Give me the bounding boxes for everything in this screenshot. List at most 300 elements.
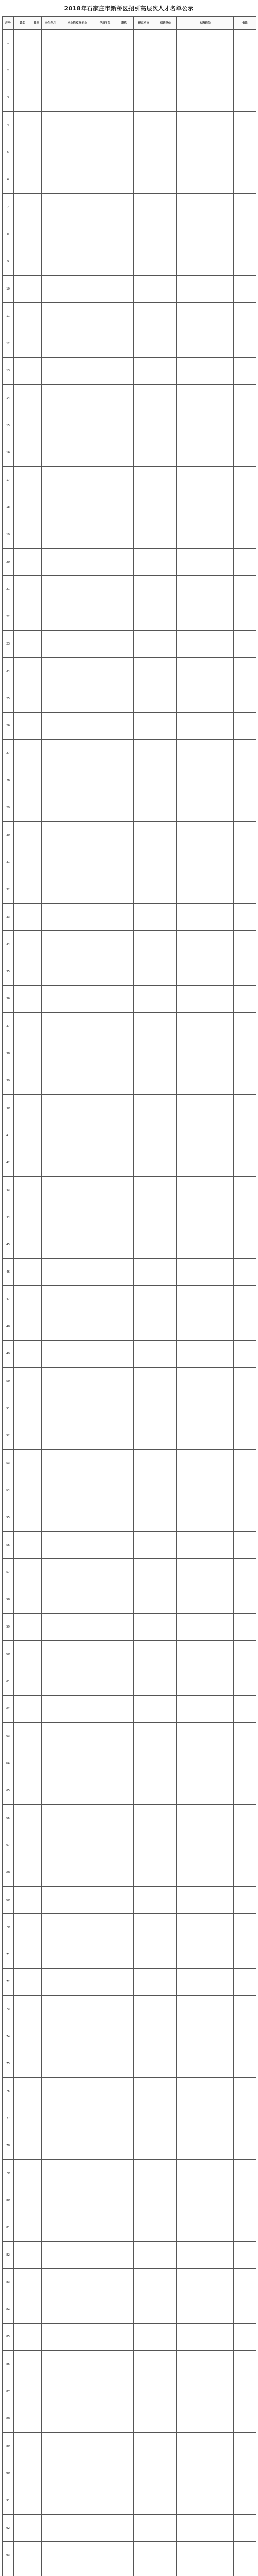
table-cell — [59, 1395, 95, 1422]
table-cell — [95, 1177, 115, 1204]
table-cell — [134, 2542, 154, 2569]
table-cell — [134, 248, 154, 276]
table-cell — [154, 1067, 177, 1095]
table-cell — [177, 2105, 234, 2132]
table-cell — [234, 1887, 256, 1914]
table-cell — [115, 2405, 134, 2433]
table-cell — [31, 521, 42, 549]
table-cell — [14, 467, 31, 494]
table-cell — [154, 1313, 177, 1341]
table-cell — [154, 1887, 177, 1914]
table-cell — [154, 1149, 177, 1177]
table-cell — [42, 2487, 59, 2515]
table-cell — [42, 1422, 59, 1450]
table-cell — [134, 330, 154, 358]
table-row — [3, 194, 256, 221]
table-cell — [177, 439, 234, 467]
table-cell — [177, 576, 234, 603]
table-cell — [115, 1532, 134, 1559]
table-cell: 91 — [3, 2487, 14, 2515]
table-cell — [59, 84, 95, 112]
table-row — [3, 412, 256, 439]
table-cell — [115, 1668, 134, 1696]
table-cell — [154, 849, 177, 876]
table-cell — [154, 330, 177, 358]
table-row — [3, 904, 256, 931]
table-cell — [177, 1095, 234, 1122]
table-row — [3, 822, 256, 849]
table-cell — [154, 2269, 177, 2296]
table-cell — [14, 1013, 31, 1040]
table-cell — [95, 494, 115, 521]
table-cell — [115, 494, 134, 521]
table-cell — [59, 1040, 95, 1067]
table-cell — [14, 276, 31, 303]
table-cell — [134, 2160, 154, 2187]
table-cell — [234, 1696, 256, 1723]
table-cell — [95, 1996, 115, 2023]
table-cell — [42, 2569, 59, 2576]
table-cell — [115, 2542, 134, 2569]
table-cell — [31, 2214, 42, 2242]
table-cell — [95, 2078, 115, 2105]
table-cell — [234, 467, 256, 494]
table-row — [3, 221, 256, 248]
table-cell — [177, 1586, 234, 1614]
table-cell — [59, 112, 95, 139]
table-cell — [95, 1368, 115, 1395]
table-cell: 9 — [3, 248, 14, 276]
table-row — [3, 2515, 256, 2542]
table-cell — [42, 576, 59, 603]
table-cell — [42, 1122, 59, 1149]
table-cell — [134, 767, 154, 794]
table-cell — [134, 1832, 154, 1859]
table-cell — [59, 2569, 95, 2576]
table-cell — [59, 2269, 95, 2296]
table-cell — [234, 412, 256, 439]
table-cell — [234, 1204, 256, 1231]
table-cell — [31, 1614, 42, 1641]
table-cell: 12 — [3, 330, 14, 358]
table-cell — [115, 1559, 134, 1586]
table-cell — [95, 549, 115, 576]
table-row — [3, 1832, 256, 1859]
table-row — [3, 2214, 256, 2242]
table-cell — [234, 439, 256, 467]
table-cell — [154, 603, 177, 631]
table-cell — [95, 2515, 115, 2542]
table-cell — [31, 1259, 42, 1286]
table-cell: 53 — [3, 1450, 14, 1477]
table-cell — [115, 822, 134, 849]
table-row — [3, 1586, 256, 1614]
table-cell — [95, 1504, 115, 1532]
table-cell — [31, 1914, 42, 1941]
table-cell — [14, 358, 31, 385]
table-cell: 60 — [3, 1641, 14, 1668]
table-cell — [95, 1067, 115, 1095]
table-cell — [42, 1532, 59, 1559]
table-cell — [59, 221, 95, 248]
table-cell — [177, 1286, 234, 1313]
table-cell — [31, 986, 42, 1013]
table-cell — [14, 1341, 31, 1368]
table-cell — [234, 1313, 256, 1341]
table-cell: 37 — [3, 1013, 14, 1040]
table-row — [3, 2269, 256, 2296]
table-cell — [154, 194, 177, 221]
table-cell — [115, 221, 134, 248]
table-row — [3, 1504, 256, 1532]
table-cell — [31, 112, 42, 139]
table-cell — [234, 2105, 256, 2132]
table-cell — [14, 2050, 31, 2078]
table-cell — [42, 2405, 59, 2433]
table-cell — [95, 2296, 115, 2324]
table-cell — [154, 303, 177, 330]
table-cell — [14, 1122, 31, 1149]
table-cell — [134, 1750, 154, 1777]
table-cell — [95, 166, 115, 194]
table-cell — [42, 139, 59, 166]
table-cell — [134, 2105, 154, 2132]
table-cell — [115, 2378, 134, 2405]
table-cell — [14, 1231, 31, 1259]
table-cell — [115, 303, 134, 330]
table-cell: 88 — [3, 2405, 14, 2433]
table-cell — [31, 1422, 42, 1450]
table-row — [3, 2105, 256, 2132]
table-cell — [234, 139, 256, 166]
table-cell — [177, 1887, 234, 1914]
table-cell — [234, 2378, 256, 2405]
table-cell — [134, 166, 154, 194]
table-cell — [134, 1477, 154, 1504]
table-row — [3, 358, 256, 385]
table-row — [3, 385, 256, 412]
table-cell — [95, 2269, 115, 2296]
table-cell — [14, 1750, 31, 1777]
table-cell — [14, 2187, 31, 2214]
table-row — [3, 1941, 256, 1969]
table-cell — [134, 358, 154, 385]
table-cell — [95, 1832, 115, 1859]
talent-list-table — [2, 16, 256, 2576]
table-cell — [154, 2460, 177, 2487]
table-cell — [154, 166, 177, 194]
table-cell — [154, 2405, 177, 2433]
table-cell — [14, 713, 31, 740]
table-cell — [42, 30, 59, 57]
table-cell — [42, 1504, 59, 1532]
table-cell — [234, 2296, 256, 2324]
table-cell — [234, 2050, 256, 2078]
table-cell — [234, 740, 256, 767]
table-cell — [42, 385, 59, 412]
table-cell — [31, 1586, 42, 1614]
table-cell — [115, 1450, 134, 1477]
table-cell — [115, 794, 134, 822]
table-cell — [115, 740, 134, 767]
table-cell — [95, 2214, 115, 2242]
table-cell — [14, 1887, 31, 1914]
table-cell — [177, 1996, 234, 2023]
table-cell — [31, 849, 42, 876]
table-cell — [177, 248, 234, 276]
table-cell — [95, 2487, 115, 2515]
table-cell — [95, 1614, 115, 1641]
table-cell — [14, 112, 31, 139]
table-cell — [177, 713, 234, 740]
table-cell: 73 — [3, 1996, 14, 2023]
table-cell — [115, 2132, 134, 2160]
table-row — [3, 2078, 256, 2105]
table-cell — [115, 576, 134, 603]
table-cell — [31, 30, 42, 57]
table-cell — [14, 1040, 31, 1067]
table-cell — [14, 986, 31, 1013]
table-cell — [14, 1668, 31, 1696]
table-cell: 71 — [3, 1941, 14, 1969]
table-cell: 14 — [3, 385, 14, 412]
column-header: 序号 — [3, 17, 14, 30]
table-cell — [31, 1368, 42, 1395]
table-cell: 86 — [3, 2351, 14, 2378]
table-cell: 22 — [3, 603, 14, 631]
table-cell — [177, 904, 234, 931]
table-cell — [31, 330, 42, 358]
table-cell — [234, 1832, 256, 1859]
table-cell — [154, 1422, 177, 1450]
table-cell: 80 — [3, 2187, 14, 2214]
table-cell — [134, 1668, 154, 1696]
table-cell — [59, 1450, 95, 1477]
table-cell — [31, 1832, 42, 1859]
table-cell — [42, 521, 59, 549]
table-cell — [14, 1969, 31, 1996]
table-cell — [154, 767, 177, 794]
table-row — [3, 1149, 256, 1177]
table-cell — [42, 2242, 59, 2269]
table-cell — [59, 30, 95, 57]
table-cell — [95, 57, 115, 84]
table-cell — [154, 2214, 177, 2242]
table-cell — [95, 1859, 115, 1887]
table-cell — [42, 221, 59, 248]
table-cell — [31, 2324, 42, 2351]
table-cell — [234, 2187, 256, 2214]
table-cell — [134, 986, 154, 1013]
table-cell — [59, 1559, 95, 1586]
table-cell — [154, 713, 177, 740]
table-cell — [234, 2214, 256, 2242]
table-cell — [59, 1149, 95, 1177]
table-row — [3, 112, 256, 139]
table-cell — [154, 2242, 177, 2269]
table-cell — [59, 549, 95, 576]
table-cell — [154, 2378, 177, 2405]
table-cell — [234, 1859, 256, 1887]
table-cell — [177, 822, 234, 849]
table-cell — [31, 276, 42, 303]
table-cell — [154, 1614, 177, 1641]
table-cell — [177, 1259, 234, 1286]
table-cell — [59, 439, 95, 467]
table-row — [3, 685, 256, 713]
table-cell — [234, 276, 256, 303]
table-cell: 82 — [3, 2242, 14, 2269]
table-cell — [42, 822, 59, 849]
table-cell — [115, 1067, 134, 1095]
table-cell — [59, 1532, 95, 1559]
table-cell — [59, 958, 95, 986]
table-cell — [234, 1777, 256, 1805]
table-cell — [59, 822, 95, 849]
table-cell — [95, 2023, 115, 2050]
table-cell: 18 — [3, 494, 14, 521]
table-cell — [31, 822, 42, 849]
table-cell — [31, 166, 42, 194]
table-cell: 52 — [3, 1422, 14, 1450]
table-cell — [115, 57, 134, 84]
table-cell — [234, 194, 256, 221]
table-cell: 81 — [3, 2214, 14, 2242]
table-cell — [134, 57, 154, 84]
table-cell — [234, 2160, 256, 2187]
table-cell — [115, 1477, 134, 1504]
table-cell — [134, 2242, 154, 2269]
table-cell — [42, 1641, 59, 1668]
table-cell — [95, 1750, 115, 1777]
table-cell — [59, 276, 95, 303]
table-cell — [95, 2405, 115, 2433]
table-cell — [95, 576, 115, 603]
table-cell — [42, 658, 59, 685]
table-cell — [31, 2078, 42, 2105]
table-cell — [31, 713, 42, 740]
table-cell — [14, 166, 31, 194]
table-cell — [42, 794, 59, 822]
table-cell — [59, 1586, 95, 1614]
table-cell — [14, 439, 31, 467]
table-cell — [31, 1313, 42, 1341]
table-cell: 66 — [3, 1805, 14, 1832]
table-cell — [177, 849, 234, 876]
table-cell — [134, 794, 154, 822]
table-cell — [154, 1996, 177, 2023]
table-cell — [14, 822, 31, 849]
table-cell — [14, 1477, 31, 1504]
table-cell — [95, 194, 115, 221]
table-cell — [154, 1641, 177, 1668]
table-cell — [95, 1286, 115, 1313]
table-cell — [59, 904, 95, 931]
table-row — [3, 1259, 256, 1286]
table-cell — [31, 1559, 42, 1586]
table-cell — [134, 30, 154, 57]
table-cell — [14, 1177, 31, 1204]
table-cell — [59, 576, 95, 603]
table-cell — [115, 2078, 134, 2105]
table-cell — [115, 2214, 134, 2242]
table-row — [3, 276, 256, 303]
table-cell — [42, 1067, 59, 1095]
table-cell — [42, 1996, 59, 2023]
table-row — [3, 2542, 256, 2569]
table-cell — [59, 1313, 95, 1341]
table-row — [3, 2160, 256, 2187]
table-cell — [14, 2433, 31, 2460]
table-cell — [42, 1204, 59, 1231]
table-cell — [59, 330, 95, 358]
table-row — [3, 603, 256, 631]
table-cell — [234, 30, 256, 57]
table-row — [3, 713, 256, 740]
table-row — [3, 958, 256, 986]
table-cell — [134, 1777, 154, 1805]
table-cell: 57 — [3, 1559, 14, 1586]
table-cell — [31, 84, 42, 112]
table-cell — [134, 1368, 154, 1395]
table-cell — [115, 1832, 134, 1859]
table-cell — [59, 1259, 95, 1286]
table-cell — [177, 2378, 234, 2405]
table-cell — [115, 2569, 134, 2576]
table-cell — [59, 1067, 95, 1095]
table-cell — [59, 767, 95, 794]
table-cell — [234, 1259, 256, 1286]
table-cell — [95, 2132, 115, 2160]
table-cell — [115, 849, 134, 876]
table-cell — [59, 876, 95, 904]
table-row — [3, 494, 256, 521]
table-cell — [31, 1450, 42, 1477]
table-cell — [115, 2351, 134, 2378]
table-cell — [134, 2515, 154, 2542]
table-cell — [234, 2078, 256, 2105]
table-cell — [31, 2433, 42, 2460]
table-cell — [95, 1532, 115, 1559]
table-cell — [31, 2242, 42, 2269]
table-cell — [31, 740, 42, 767]
table-cell: 38 — [3, 1040, 14, 1067]
table-cell — [177, 685, 234, 713]
table-cell — [115, 2269, 134, 2296]
table-cell — [59, 248, 95, 276]
table-cell — [234, 2269, 256, 2296]
table-cell — [42, 876, 59, 904]
table-cell — [115, 2296, 134, 2324]
table-cell — [59, 794, 95, 822]
table-row — [3, 1641, 256, 1668]
table-row — [3, 467, 256, 494]
table-cell: 40 — [3, 1095, 14, 1122]
table-cell — [42, 1095, 59, 1122]
table-cell — [134, 1914, 154, 1941]
table-cell — [14, 1095, 31, 1122]
table-cell — [154, 1805, 177, 1832]
table-cell — [14, 2487, 31, 2515]
table-cell — [177, 2242, 234, 2269]
table-cell — [115, 1204, 134, 1231]
table-cell — [177, 794, 234, 822]
table-cell — [31, 248, 42, 276]
table-cell — [42, 112, 59, 139]
table-row — [3, 1067, 256, 1095]
table-cell — [154, 958, 177, 986]
table-row — [3, 1013, 256, 1040]
